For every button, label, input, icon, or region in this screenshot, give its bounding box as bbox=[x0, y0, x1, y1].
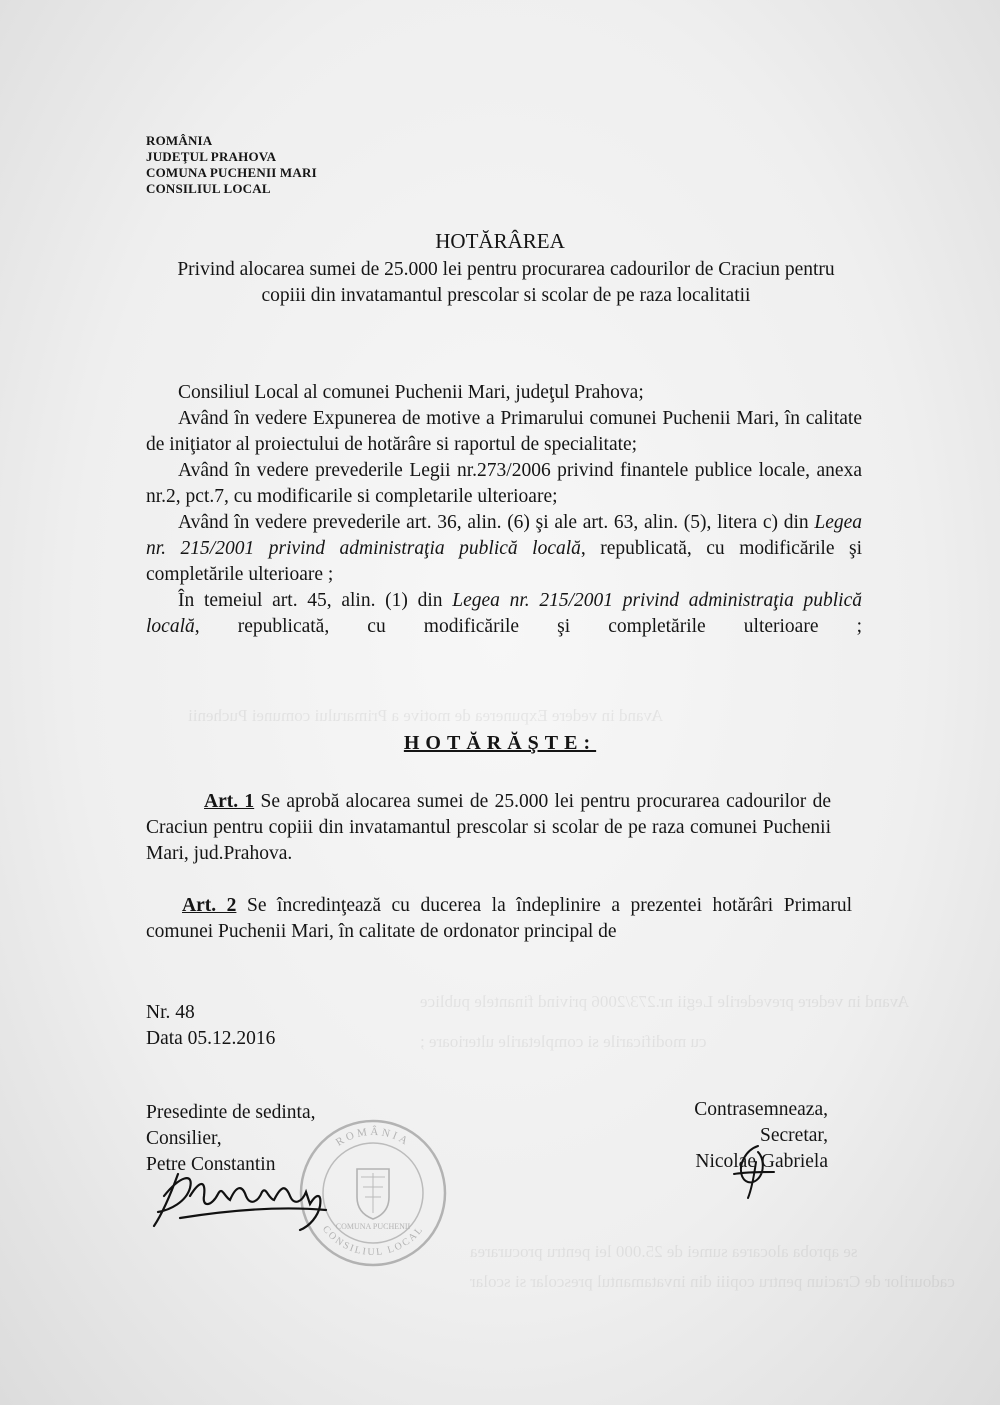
decision-date: Data 05.12.2016 bbox=[146, 1028, 276, 1049]
article-label: Art. 2 bbox=[182, 895, 237, 916]
decision-number: Nr. 48 bbox=[146, 1002, 195, 1023]
preamble-council: Consiliul Local al comunei Puchenii Mari, judeţul Prahova; bbox=[178, 382, 644, 403]
article-2 bbox=[146, 893, 852, 945]
article-1 bbox=[146, 789, 831, 867]
preamble-text: , republicată, cu modificările şi completările ulterioare ; bbox=[194, 616, 862, 637]
president-handwritten-signature bbox=[150, 1166, 340, 1234]
secretary-handwritten-signature bbox=[728, 1142, 778, 1200]
decision-heading: HOTĂRĂŞTE: bbox=[403, 732, 597, 754]
document-subtitle: Privind alocarea sumei de 25.000 lei pentru procurarea cadourilor de Craciun pentru copiii din invatamantul prescolar si scolar de pe raza localitatii bbox=[177, 259, 835, 306]
seal-top-text: ROMÂNIA bbox=[333, 1125, 413, 1149]
header-council: CONSILIUL LOCAL bbox=[146, 181, 271, 196]
preamble-mayor-motives: Având în vedere Expunerea de motive a Primarului comunei Puchenii Mari, în calitate de iniţiator al proiectului de hotărâre si raportul de specialitate; bbox=[146, 408, 862, 455]
preamble bbox=[146, 380, 862, 640]
preamble-text: În temeiul art. 45, alin. (1) din bbox=[178, 590, 453, 611]
secretary-name: Nicolae Gabriela bbox=[695, 1151, 828, 1172]
preamble-law-273: Având în vedere prevederile Legii nr.273/2006 privind finantele publice locale, anexa nr.2, pct.7, cu modificarile si completarile ulterioare; bbox=[146, 460, 862, 507]
preamble-legal-basis bbox=[146, 588, 862, 640]
svg-text:ROMÂNIA bbox=[334, 1126, 412, 1149]
show-through-text: se aproba alocarea sumei de 25.000 lei pentru procurarea bbox=[470, 1242, 858, 1261]
secretary-role: Contrasemneaza, bbox=[694, 1099, 828, 1120]
show-through-text: Avand in vedere Expunerea de motive a Primarului comunei Puchenii bbox=[188, 706, 664, 725]
preamble-law-215-articles bbox=[146, 510, 862, 588]
seal-bottom-text: CONSILIUL LOCAL bbox=[319, 1223, 427, 1259]
president-role: Presedinte de sedinta, bbox=[146, 1102, 316, 1123]
law-reference: Legea nr. 215/2001 privind administraţia publică locală bbox=[146, 590, 863, 637]
preamble-text: , republicată, cu modificările şi completările ulterioare ; bbox=[146, 538, 862, 585]
registration-block bbox=[146, 1000, 275, 1052]
law-reference: Legea nr. 215/2001 privind administraţia publică locală bbox=[146, 512, 862, 559]
header-commune: COMUNA PUCHENII MARI bbox=[146, 165, 317, 180]
article-text: Se aprobă alocarea sumei de 25.000 lei pentru procurarea cadourilor de Craciun pentru copiii din invatamantul prescolar si scolar de pe raza comunei Puchenii Mari, jud.Prahova. bbox=[146, 791, 832, 864]
preamble-text: Având în vedere prevederile art. 36, alin. (6) şi ale art. 63, alin. (5), litera c) din bbox=[178, 512, 815, 533]
secretary-title: Secretar, bbox=[760, 1125, 828, 1146]
institution-header bbox=[146, 133, 317, 197]
president-title: Consilier, bbox=[146, 1128, 222, 1149]
president-name: Petre Constantin bbox=[146, 1154, 276, 1175]
article-text: Se încredinţează cu ducerea la îndeplinire a prezentei hotărâri Primarul comunei Puchenii Mari, în calitate de ordonator principal de bbox=[146, 895, 852, 942]
show-through-text: Avand in vedere prevederile Legii nr.273/2006 privind finantele publice bbox=[420, 992, 910, 1011]
header-country: ROMÂNIA bbox=[146, 133, 213, 148]
header-county: JUDEŢUL PRAHOVA bbox=[146, 149, 277, 164]
document-title: HOTĂRÂREA bbox=[435, 229, 565, 253]
article-label: Art. 1 bbox=[204, 791, 255, 812]
show-through-text: cadourilor de Craciun pentru copiii din invatamantul prescolar si scolar bbox=[470, 1272, 955, 1291]
show-through-text: cu modificarile si completarile ulterioare ; bbox=[420, 1032, 707, 1051]
seal-inner-text: COMUNA PUCHENII bbox=[335, 1222, 411, 1231]
